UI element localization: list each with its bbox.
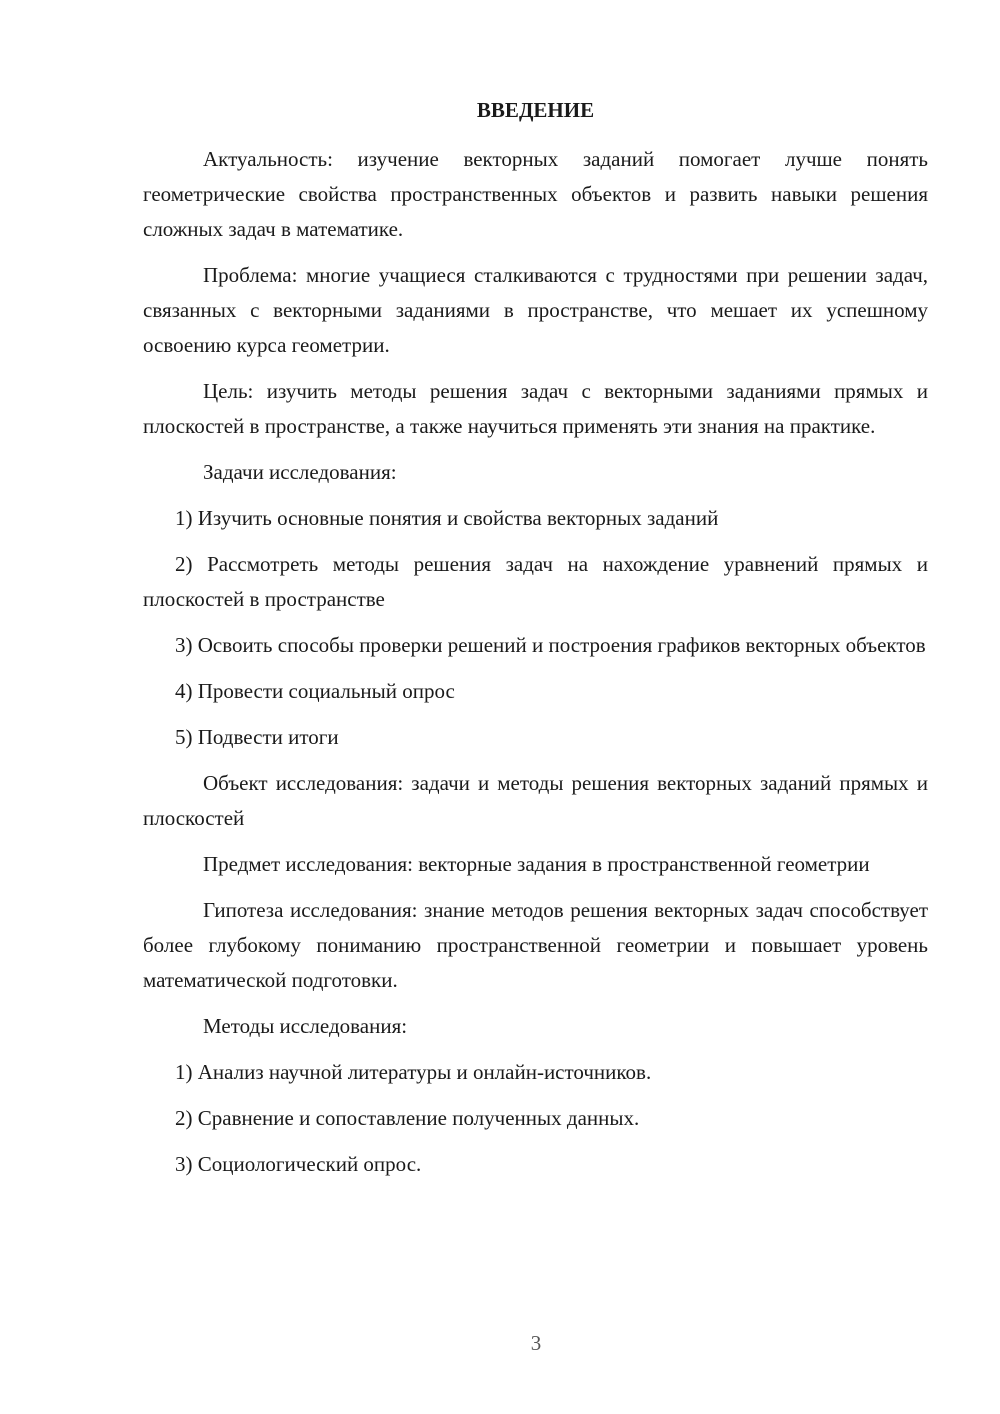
- paragraph-object: Объект исследования: задачи и методы решения векторных заданий прямых и плоскостей: [143, 771, 928, 830]
- page-number: 3: [530, 1331, 542, 1355]
- list-item-task-2: 2) Рассмотреть методы решения задач на нахождение уравнений прямых и плоскостей в пространстве: [143, 552, 928, 611]
- paragraph-relevance: Актуальность: изучение векторных заданий помогает лучше понять геометрические свойства пространственных объектов и развить навыки решения сложных задач в математике.: [143, 147, 928, 241]
- list-item-task-3: 3) Освоить способы проверки решений и построения графиков векторных объектов: [175, 633, 926, 657]
- paragraph-problem: Проблема: многие учащиеся сталкиваются с трудностями при решении задач, связанных с векторными заданиями в пространстве, что мешает их успешному освоению курса геометрии.: [143, 263, 928, 357]
- paragraph-tasks-heading: Задачи исследования:: [203, 460, 397, 484]
- list-item-method-1: 1) Анализ научной литературы и онлайн-источников.: [175, 1060, 652, 1084]
- paragraph-hypothesis: Гипотеза исследования: знание методов решения векторных задач способствует более глубокому пониманию пространственной геометрии и повышает уровень математической подготовки.: [143, 898, 928, 992]
- paragraph-goal: Цель: изучить методы решения задач с векторными заданиями прямых и плоскостей в пространстве, а также научиться применять эти знания на практике.: [143, 379, 928, 438]
- page-content: [143, 96, 928, 1193]
- list-item-task-5: 5) Подвести итоги: [175, 725, 339, 749]
- list-item-task-1: 1) Изучить основные понятия и свойства векторных заданий: [175, 506, 719, 530]
- paragraph-methods-heading: Методы исследования:: [203, 1014, 408, 1038]
- list-item-method-3: 3) Социологический опрос.: [175, 1152, 422, 1176]
- list-item-task-4: 4) Провести социальный опрос: [175, 679, 455, 703]
- paragraph-subject: Предмет исследования: векторные задания в пространственной геометрии: [203, 852, 870, 876]
- list-item-method-2: 2) Сравнение и сопоставление полученных данных.: [175, 1106, 640, 1130]
- page-title: ВВЕДЕНИЕ: [476, 98, 595, 122]
